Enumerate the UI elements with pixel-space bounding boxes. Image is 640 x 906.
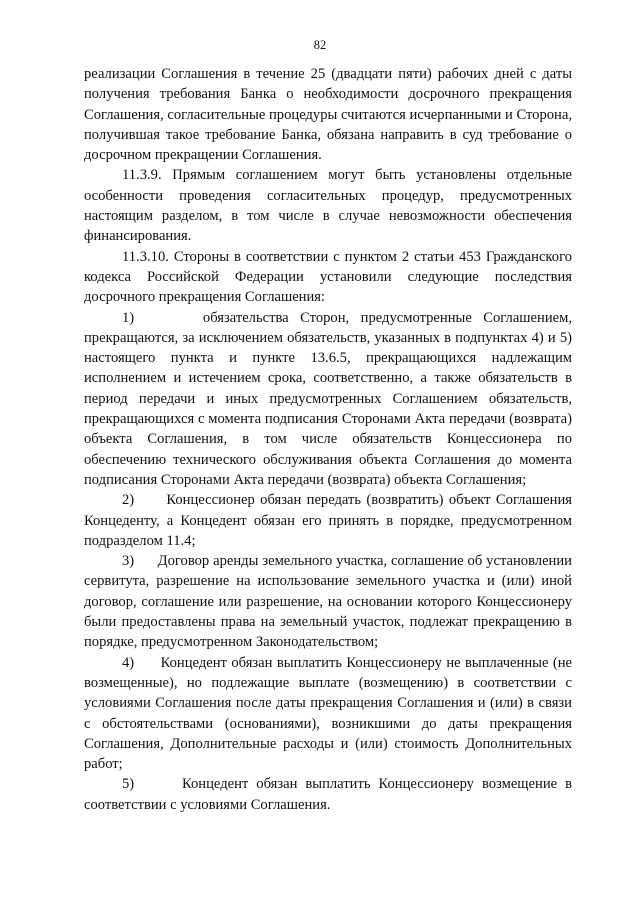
list-item-2: 2) Концессионер обязан передать (возвратить) объект Соглашения Концеденту, а Концедент обязан его принять в порядке, предусмотренном подразделом 11.4;	[84, 492, 572, 549]
list-item-1: 1) обязательства Сторон, предусмотренные Соглашением, прекращаются, за исключением обязательств, указанных в подпунктах 4) и 5) настоящего пункта и пункте 13.6.5, прекращающихся надлежащим исполнением и истечением срока, соответственно, а также обязательств в период передачи и иных предусмотренных Соглашением обязательств, прекращающихся с момента подписания Сторонами Акта передачи (возврата) объекта Соглашения, в том числе обязательств Концессионера по обеспечению технического обслуживания объекта Соглашения до момента подписания Сторонами Акта передачи (возврата) объекта Соглашения;	[84, 309, 572, 488]
list-item-5: 5) Концедент обязан выплатить Концессионеру возмещение в соответствии с условиями Соглашения.	[84, 776, 572, 813]
document-body	[84, 64, 572, 815]
paragraph-continuation: реализации Соглашения в течение 25 (двадцати пяти) рабочих дней с даты получения требования Банка о необходимости досрочного прекращения Соглашения, согласительные процедуры считаются исчерпанными и Сторона, получившая такое требование Банка, обязана направить в суд требование о досрочном прекращении Соглашения.	[84, 66, 572, 164]
paragraph-11-3-10: 11.3.10. Стороны в соответствии с пунктом 2 статьи 453 Гражданского кодекса Российской Федерации установили следующие последствия досрочного прекращения Соглашения:	[84, 248, 572, 306]
list-item-4: 4) Концедент обязан выплатить Концессионеру не выплаченные (не возмещенные), но подлежащие выплате (возмещению) в соответствии с условиями Соглашения после даты прекращения Соглашения и (или) в связи с обстоятельствами (основаниями), возникшими до даты прекращения Соглашения, Дополнительные расходы и (или) стоимость Дополнительных работ;	[84, 654, 572, 773]
list-item-3: 3) Договор аренды земельного участка, соглашение об установлении сервитута, разрешение на использование земельного участка и (или) иной договор, соглашение или разрешение, на основании которого Концессионеру были предоставлены права на земельный участок, подлежат прекращению в порядке, предусмотренном Законодательством;	[84, 553, 572, 651]
paragraph-11-3-9: 11.3.9. Прямым соглашением могут быть установлены отдельные особенности проведения согласительных процедур, предусмотренных настоящим разделом, в том числе в случае невозможности обеспечения финансирования.	[84, 167, 572, 245]
page-number: 82	[313, 38, 327, 52]
